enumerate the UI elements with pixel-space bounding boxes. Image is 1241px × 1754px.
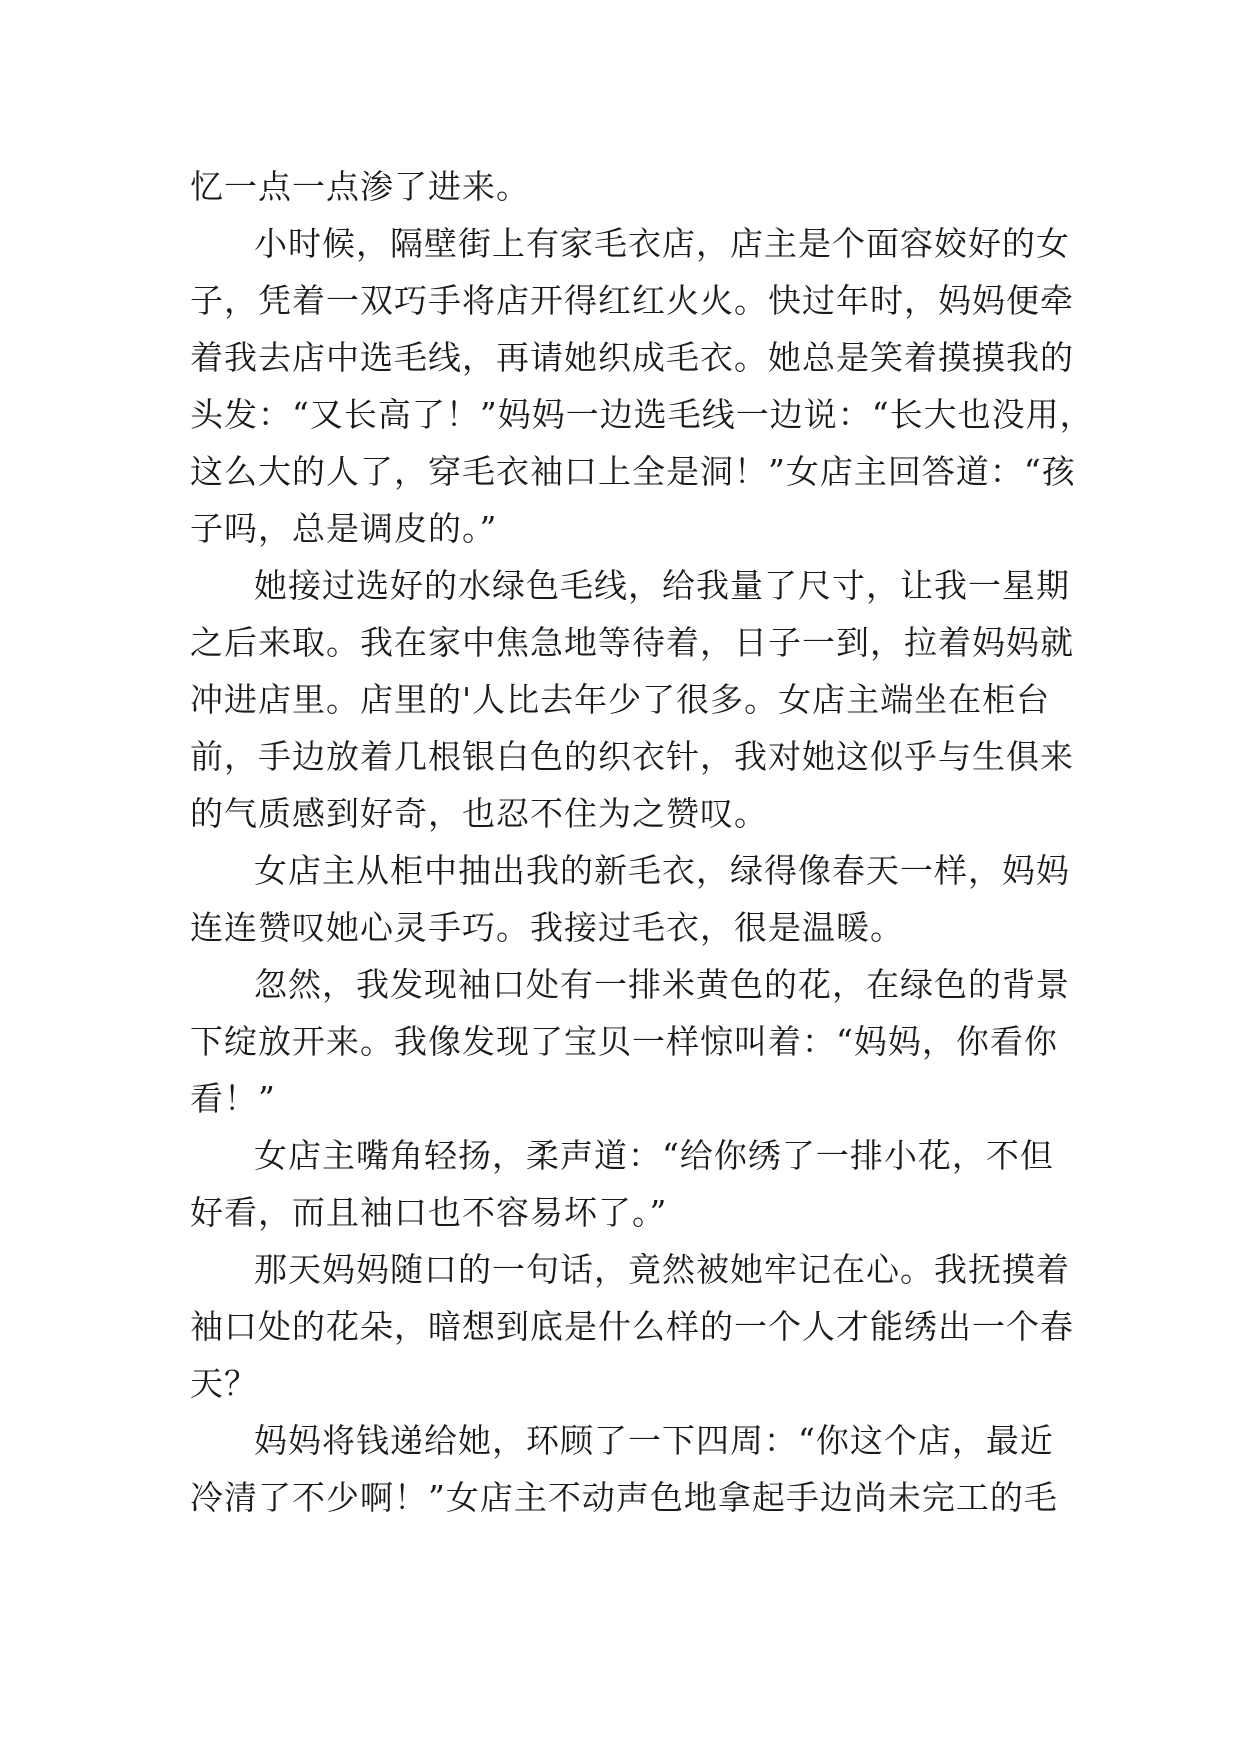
text-line: 妈妈将钱递给她，环顾了一下四周：“你这个店，最近 bbox=[254, 1421, 1054, 1460]
text-line: 女店主嘴角轻扬，柔声道：“给你绣了一排小花，不但 bbox=[254, 1136, 1054, 1175]
text-line: 她接过选好的水绿色毛线，给我量了尺寸，让我一星期 bbox=[254, 566, 1070, 605]
text-line: 冲进店里。店里的'人比去年少了很多。女店主端坐在柜台 bbox=[190, 680, 1051, 719]
text-line: 连连赞叹她心灵手巧。我接过毛衣，很是温暖。 bbox=[190, 908, 904, 947]
text-line: 下绽放开来。我像发现了宝贝一样惊叫着：“妈妈，你看你 bbox=[190, 1022, 1058, 1061]
text-line: 袖口处的花朵，暗想到底是什么样的一个人才能绣出一个春 bbox=[190, 1307, 1074, 1346]
text-line: 头发：“又长高了！”妈妈一边选毛线一边说：“长大也没用， bbox=[190, 395, 1094, 434]
text-line: 之后来取。我在家中焦急地等待着，日子一到，拉着妈妈就 bbox=[190, 623, 1074, 662]
text-line: 小时候，隔壁街上有家毛衣店，店主是个面容姣好的女 bbox=[254, 224, 1070, 263]
text-line: 子，凭着一双巧手将店开得红红火火。快过年时，妈妈便牵 bbox=[190, 281, 1074, 320]
text-line: 子吗，总是调皮的。” bbox=[190, 509, 498, 548]
text-line: 的气质感到好奇，也忍不住为之赞叹。 bbox=[190, 794, 768, 833]
text-line: 那天妈妈随口的一句话，竟然被她牢记在心。我抚摸着 bbox=[254, 1250, 1070, 1289]
text-line: 好看，而且袖口也不容易坏了。” bbox=[190, 1193, 668, 1232]
text-line: 冷清了不少啊！”女店主不动声色地拿起手边尚未完工的毛 bbox=[190, 1478, 1058, 1517]
text-line: 着我去店中选毛线，再请她织成毛衣。她总是笑着摸摸我的 bbox=[190, 338, 1074, 377]
text-line: 忆一点一点渗了进来。 bbox=[190, 167, 530, 206]
text-line: 忽然，我发现袖口处有一排米黄色的花，在绿色的背景 bbox=[254, 965, 1070, 1004]
text-line: 女店主从柜中抽出我的新毛衣，绿得像春天一样，妈妈 bbox=[254, 851, 1070, 890]
text-line: 天？ bbox=[190, 1364, 258, 1403]
text-line: 前，手边放着几根银白色的织衣针，我对她这似乎与生俱来 bbox=[190, 737, 1074, 776]
text-line: 这么大的人了，穿毛衣袖口上全是洞！”女店主回答道：“孩 bbox=[190, 452, 1076, 491]
text-line: 看！” bbox=[190, 1079, 276, 1118]
